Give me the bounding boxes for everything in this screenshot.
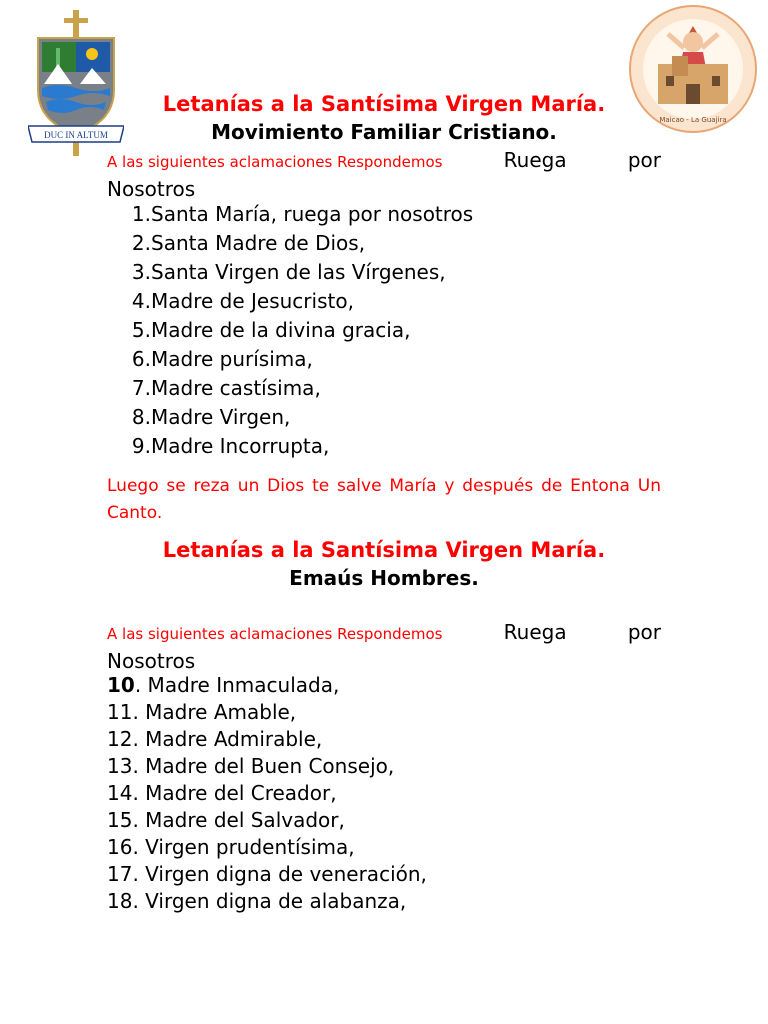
- litany-item-number: 3.: [131, 260, 151, 284]
- litany-list-1: [107, 200, 473, 461]
- litany-item-text: Madre purísima,: [151, 347, 313, 371]
- litany-item-text: Madre Amable,: [138, 700, 297, 724]
- litany-item: [107, 403, 473, 432]
- litany-item-text: Madre del Salvador,: [138, 808, 345, 832]
- litany-item: [107, 374, 473, 403]
- intro-response-end: Nosotros: [107, 177, 196, 201]
- litany-item: [107, 229, 473, 258]
- seal-text: Maicao - La Guajira: [659, 116, 727, 124]
- litany-item-number: 10: [107, 673, 135, 697]
- litany-item-text: Santa Madre de Dios,: [151, 231, 366, 255]
- litany-item-number: 11.: [107, 700, 139, 724]
- litany-item-text: Madre Admirable,: [138, 727, 323, 751]
- litany-item-text: Santa María, ruega por nosotros: [151, 202, 474, 226]
- litany-item-number: 2.: [131, 231, 151, 255]
- litany-item: [107, 888, 427, 915]
- litany-item: [107, 780, 427, 807]
- litany-item: [107, 753, 427, 780]
- litany-list-2: [107, 672, 427, 915]
- litany-item-number: 18.: [107, 889, 139, 913]
- litany-item-text: Madre del Buen Consejo,: [138, 754, 395, 778]
- litany-item-text: Santa Virgen de las Vírgenes,: [151, 260, 446, 284]
- intro-instruction: A las siguientes aclamaciones Respondemos: [107, 153, 443, 171]
- intro-response-word: Ruega: [503, 620, 567, 644]
- litany-item-number: 14.: [107, 781, 139, 805]
- litany-item-number: 7.: [131, 376, 151, 400]
- litany-item: [107, 345, 473, 374]
- prayer-note: Luego se reza un Dios te salve María y después de Entona Un Canto.: [107, 476, 661, 523]
- intro-response-word: por: [627, 148, 661, 172]
- section2-intro: [107, 618, 661, 674]
- litany-item: [107, 834, 427, 861]
- litany-item: [107, 861, 427, 888]
- section2-title: Letanías a la Santísima Virgen María.: [162, 538, 606, 562]
- litany-item: [107, 316, 473, 345]
- section1-title: Letanías a la Santísima Virgen María.: [162, 92, 606, 116]
- litany-item: [107, 807, 427, 834]
- litany-item-text: Virgen digna de veneración,: [138, 862, 427, 886]
- litany-item-number: 9.: [131, 434, 151, 458]
- litany-item: [107, 726, 427, 753]
- section1-subtitle: Movimiento Familiar Cristiano.: [211, 120, 557, 144]
- litany-item: [107, 200, 473, 229]
- crest-motto: DUC IN ALTUM: [44, 130, 108, 140]
- section2-subtitle: Emaús Hombres.: [289, 566, 479, 590]
- litany-item-text: Virgen digna de alabanza,: [138, 889, 407, 913]
- litany-item-text: Virgen prudentísima,: [138, 835, 355, 859]
- litany-item-text: Madre de Jesucristo,: [151, 289, 354, 313]
- litany-item-text: Madre Incorrupta,: [151, 434, 330, 458]
- litany-item-number: 8.: [131, 405, 151, 429]
- litany-item: [107, 432, 473, 461]
- litany-item-text: Madre de la divina gracia,: [151, 318, 411, 342]
- section1-intro: [107, 146, 661, 202]
- litany-item: [107, 672, 427, 699]
- litany-item-number: 1.: [131, 202, 151, 226]
- intro-response-word: Ruega: [503, 148, 567, 172]
- litany-item-separator: .: [134, 673, 142, 697]
- litany-item-number: 13.: [107, 754, 139, 778]
- litany-item-number: 5.: [131, 318, 151, 342]
- litany-item-number: 12.: [107, 727, 139, 751]
- intro-response-word: por: [627, 620, 661, 644]
- litany-item: [107, 287, 473, 316]
- litany-item-number: 16.: [107, 835, 139, 859]
- litany-item-text: Madre del Creador,: [138, 781, 337, 805]
- litany-item-text: Madre Virgen,: [151, 405, 291, 429]
- litany-item-text: Madre castísima,: [151, 376, 321, 400]
- litany-item-number: 17.: [107, 862, 139, 886]
- litany-item: [107, 699, 427, 726]
- intro-instruction: A las siguientes aclamaciones Respondemos: [107, 625, 443, 643]
- litany-item: [107, 258, 473, 287]
- litany-item-number: 6.: [131, 347, 151, 371]
- litany-item-number: 15.: [107, 808, 139, 832]
- intro-response-end: Nosotros: [107, 649, 196, 673]
- litany-item-number: 4.: [131, 289, 151, 313]
- litany-item-text: Madre Inmaculada,: [141, 673, 340, 697]
